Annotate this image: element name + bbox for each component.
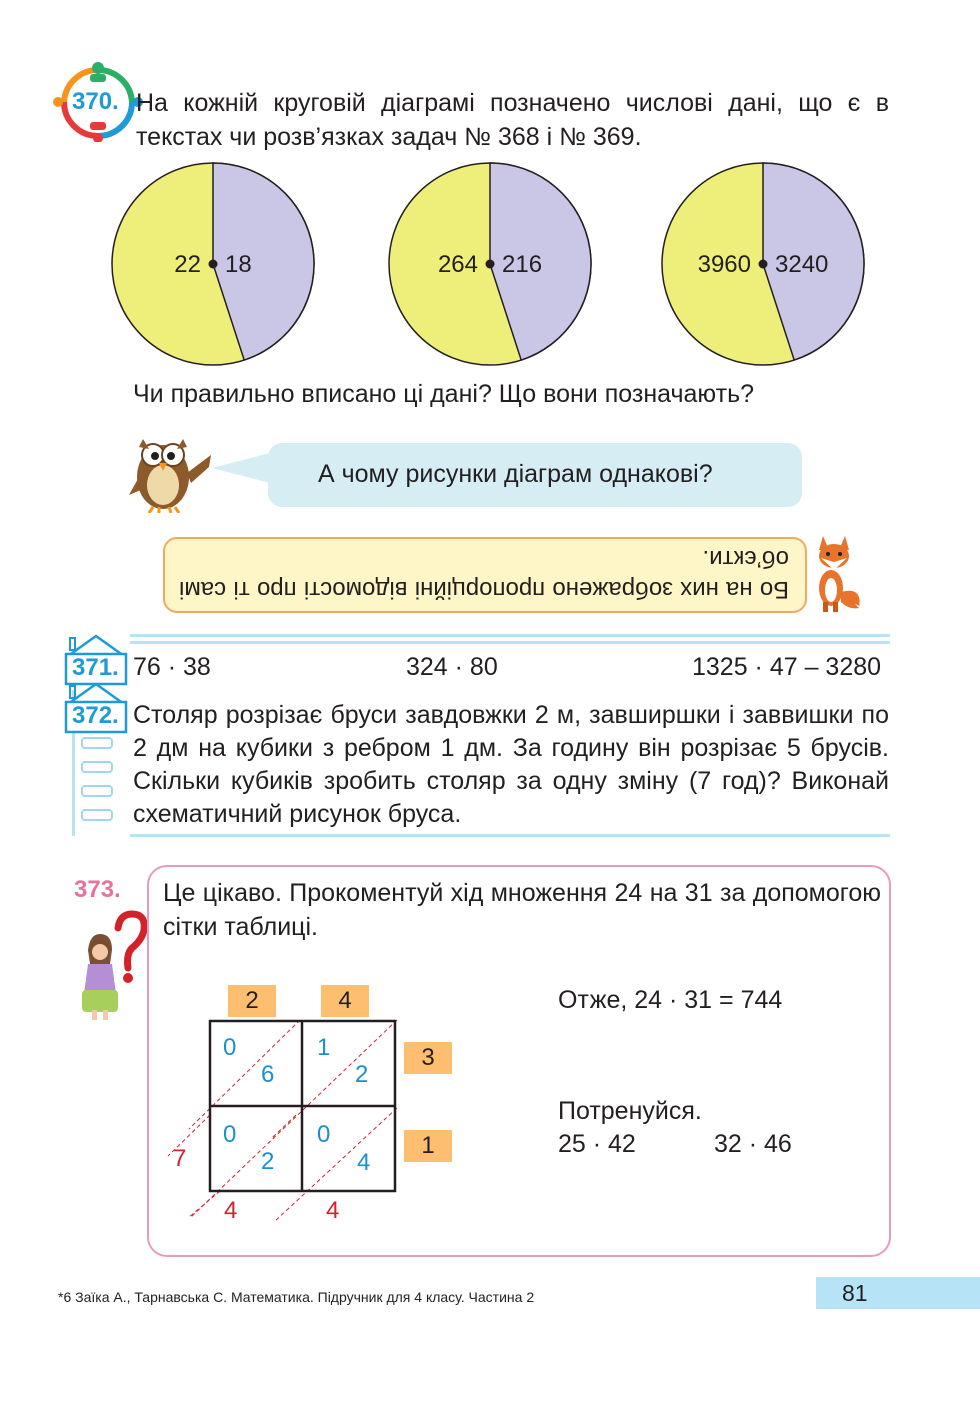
owl-speech-text: А чому рисунки діаграм однакові?	[318, 460, 713, 488]
right-digit-1: 3	[404, 1042, 452, 1074]
ex373-practice-title: Потренуйся.	[558, 1097, 702, 1125]
pie-label-purple: 3240	[775, 251, 829, 278]
exercise-number: 370.	[72, 88, 119, 115]
ex372-badge	[62, 682, 130, 734]
exercise-band-bottom-line	[130, 834, 890, 837]
result-digit-hundreds: 7	[173, 1145, 187, 1172]
owl-speech-bubble	[268, 443, 802, 507]
cell4-tens: 0	[317, 1121, 331, 1148]
pie-charts	[0, 160, 980, 375]
result-digit-ones: 4	[326, 1197, 340, 1224]
cell2-ones: 2	[355, 1061, 369, 1088]
question-mark-icon	[80, 910, 148, 1022]
cell4-ones: 4	[357, 1149, 371, 1176]
exercise-band-top-line	[130, 634, 890, 637]
exercise-band-top-line-2	[130, 641, 890, 644]
cell1-tens: 0	[223, 1034, 237, 1061]
ex372-text: Столяр розрізає бруси завдовжки 2 м, завширшки і заввишки по 2 дм на кубики з ребром 1 дм. За годину він розрізає 5 брусів. Скільки кубиків зробить столяр за одну зміну (7 год)? Виконай схематичний рисунок бруса.	[133, 701, 889, 828]
fox-illustration	[805, 530, 867, 612]
page-number: 81	[842, 1280, 868, 1306]
speech-tail	[212, 448, 274, 488]
exercise-number: 372.	[72, 702, 119, 729]
ex371-item-1: 76 · 38	[133, 653, 211, 681]
exercise-number: 371.	[72, 654, 119, 681]
fox-answer-bubble	[163, 537, 807, 613]
right-digit-2: 1	[404, 1130, 452, 1162]
pie-center-dot	[209, 260, 218, 269]
pie-center-dot	[486, 260, 495, 269]
cell2-tens: 1	[317, 1034, 331, 1061]
pie-label-yellow: 22	[174, 251, 201, 278]
top-digit-2: 4	[321, 985, 369, 1017]
pie-center-dot	[759, 260, 768, 269]
cell3-ones: 2	[261, 1148, 275, 1175]
ex371-badge	[62, 634, 130, 686]
cell1-ones: 6	[261, 1061, 275, 1088]
ex373-practice-item-1: 25 · 42	[558, 1130, 636, 1158]
footer-source: *6 Заїка А., Тарнавська С. Математика. Підручник для 4 класу. Частина 2	[58, 1289, 535, 1305]
ex373-practice-item-2: 32 · 46	[714, 1130, 792, 1158]
top-digit-1: 2	[228, 985, 276, 1017]
ex373-number: 373.	[74, 876, 121, 903]
ex373-conclusion: Отже, 24 · 31 = 744	[558, 986, 783, 1014]
owl-illustration	[125, 425, 217, 513]
result-digit-tens: 4	[224, 1197, 238, 1224]
fox-icon	[805, 530, 867, 612]
ex371-item-3: 1325 · 47 – 3280	[692, 653, 882, 681]
fox-answer-text: Бо на них зображено пропорційні відомості про ті самі об’єкти.	[179, 545, 789, 603]
owl-icon	[125, 425, 217, 513]
pie-label-purple: 216	[502, 251, 543, 278]
ex373-text: Це цікаво. Прокоментуй хід множення 24 на 31 за допомогою сітки таблиці.	[163, 879, 881, 941]
ex371-item-2: 324 · 80	[406, 653, 498, 681]
girl-question-illustration	[80, 910, 148, 1022]
pie-label-purple: 18	[225, 251, 252, 278]
pie-label-yellow: 3960	[697, 251, 751, 278]
ex370-text: На кожній круговій діаграмі позначено числові дані, що є в текстах чи розв’язках задач № 368 і № 369.	[136, 89, 889, 151]
ex370-badge	[52, 62, 144, 142]
pie-label-yellow: 264	[437, 251, 478, 278]
notebook-rings-icon	[78, 732, 118, 836]
ex370-question: Чи правильно вписано ці дані? Що вони позначають?	[133, 380, 754, 408]
cell3-tens: 0	[223, 1121, 237, 1148]
page-number-bar	[816, 1277, 980, 1309]
notebook-rings	[78, 732, 118, 836]
lattice-grid	[160, 1012, 410, 1232]
